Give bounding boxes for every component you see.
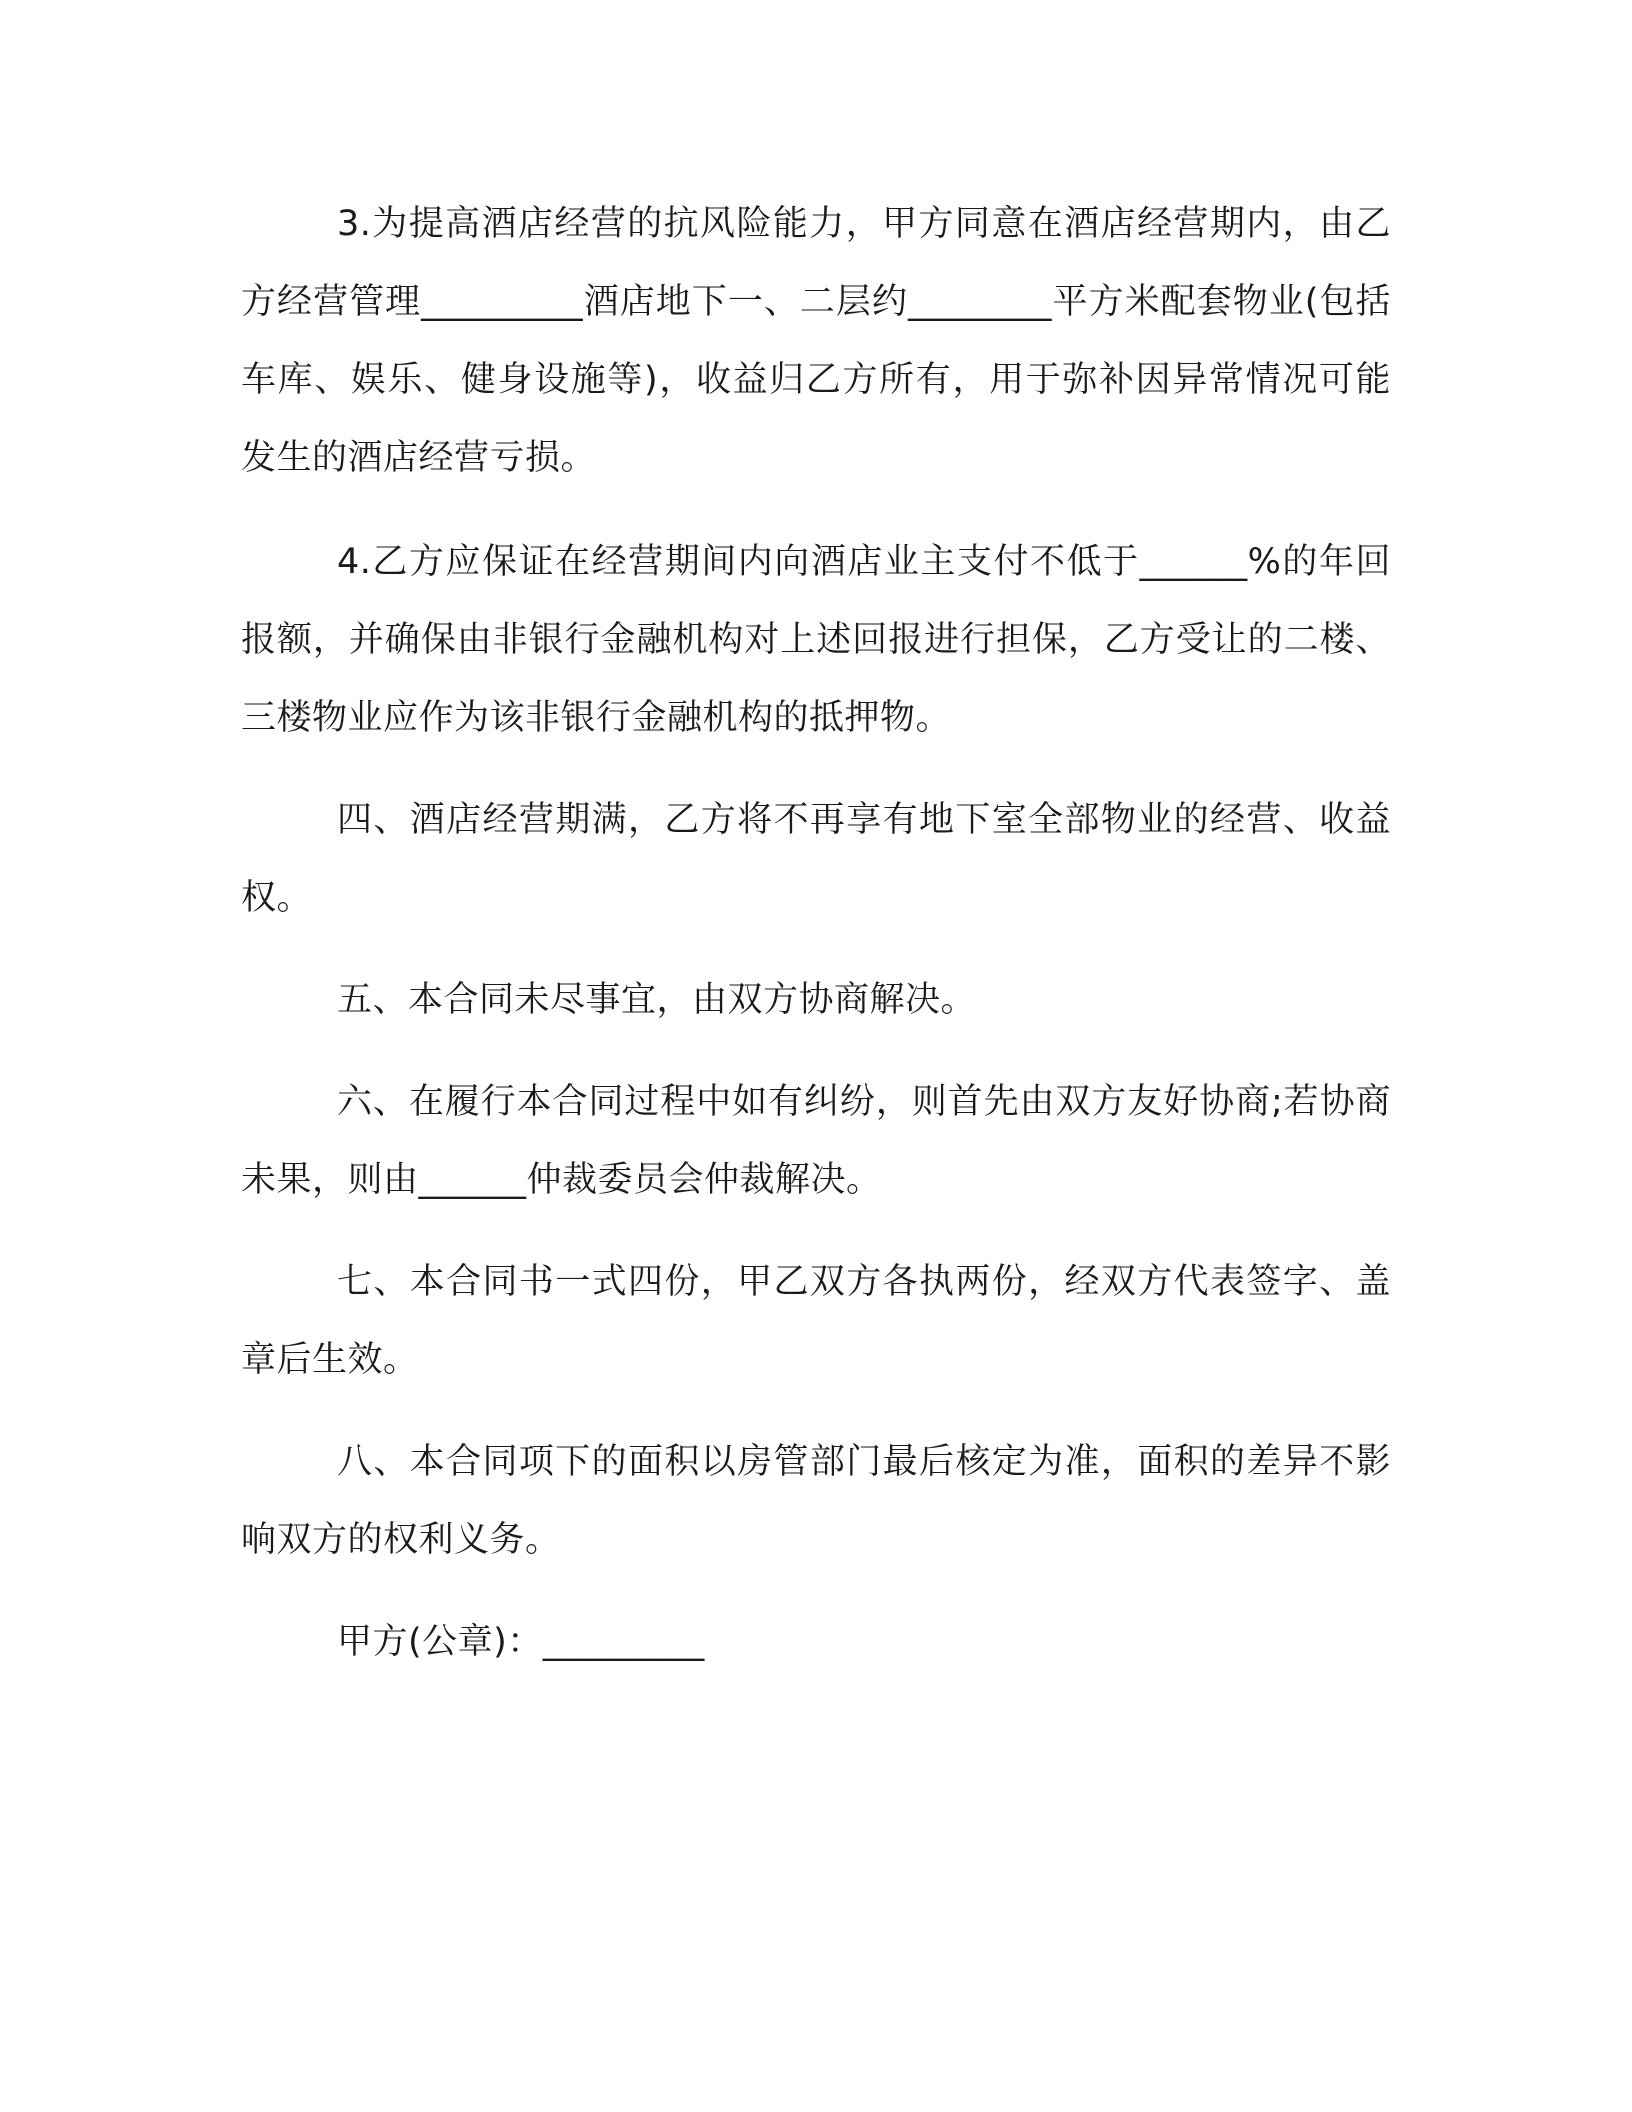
clause-4-paragraph: 4.乙方应保证在经营期间内向酒店业主支付不低于______%的年回报额，并确保由非银行金融机构对上述回报进行担保，乙方受让的二楼、三楼物业应作为该非银行金融机构的抵押物。: [241, 542, 1391, 738]
document-body: [241, 185, 1391, 1681]
article-8-paragraph: 八、本合同项下的面积以房管部门最后核定为准，面积的差异不影响双方的权利义务。: [241, 1442, 1391, 1560]
paragraph-spacer: [241, 1399, 1391, 1423]
clause-3-paragraph: 3.为提高酒店经营的抗风险能力，甲方同意在酒店经营期内，由乙方经营管理_________酒店地下一、二层约________平方米配套物业(包括车库、娱乐、健身设施等)，收益归乙方所有，用于弥补因异常情况可能发生的酒店经营亏损。: [241, 204, 1391, 478]
article-4-paragraph: 四、酒店经营期满，乙方将不再享有地下室全部物业的经营、收益权。: [241, 800, 1391, 918]
article-7-paragraph: 七、本合同书一式四份，甲乙双方各执两份，经双方代表签字、盖章后生效。: [241, 1262, 1391, 1380]
article-5-paragraph: 五、本合同未尽事宜，由双方协商解决。: [337, 980, 977, 1020]
paragraph-spacer: [241, 1579, 1391, 1603]
article-6-paragraph: 六、在履行本合同过程中如有纠纷，则首先由双方友好协商;若协商未果，则由______仲裁委员会仲裁解决。: [241, 1082, 1391, 1200]
paragraph-spacer: [241, 497, 1391, 523]
paragraph-spacer: [241, 1039, 1391, 1063]
paragraph-spacer: [241, 757, 1391, 781]
party-a-signature-line: 甲方(公章)：_________: [337, 1622, 705, 1662]
paragraph-spacer: [241, 937, 1391, 961]
paragraph-spacer: [241, 1219, 1391, 1243]
